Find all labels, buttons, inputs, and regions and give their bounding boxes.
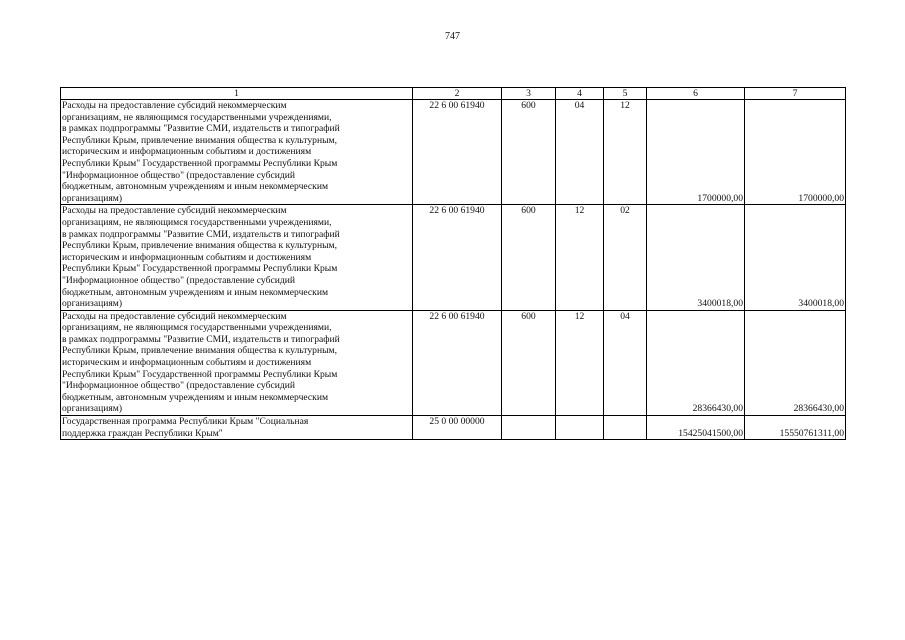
subsection-cell: 12 [604,100,647,205]
expense-type-cell: 600 [502,205,556,310]
section-cell: 12 [556,205,604,310]
table-row [61,100,846,205]
amount-col6-cell: 1700000,00 [647,100,745,205]
table-row [61,416,846,440]
column-header: 4 [556,88,604,100]
expense-type-cell [502,416,556,440]
amount-col7-cell: 3400018,00 [745,205,846,310]
column-header: 2 [413,88,502,100]
column-header: 5 [604,88,647,100]
amount-col6-cell: 3400018,00 [647,205,745,310]
amount-col7-cell: 28366430,00 [745,310,846,415]
expense-type-cell: 600 [502,100,556,205]
column-header: 6 [647,88,745,100]
budget-table [60,87,846,440]
section-cell: 12 [556,310,604,415]
amount-col6-cell: 28366430,00 [647,310,745,415]
section-cell: 04 [556,100,604,205]
amount-col7-cell: 15550761311,00 [745,416,846,440]
column-header: 7 [745,88,846,100]
table-row [61,205,846,310]
section-cell [556,416,604,440]
page-number: 747 [445,31,460,42]
amount-col7-cell: 1700000,00 [745,100,846,205]
target-code-cell: 22 6 00 61940 [413,310,502,415]
expense-name-cell: Государственная программа Республики Крым "Социальная поддержка граждан Республики Крым" [61,416,413,440]
subsection-cell [604,416,647,440]
target-code-cell: 25 0 00 00000 [413,416,502,440]
column-header: 3 [502,88,556,100]
expense-name-cell: Расходы на предоставление субсидий некоммерческим организациям, не являющимся государственными учреждениями, в рамках подпрограммы "Развитие СМИ, издательств и типографий Республики Крым, привлечение внимания общества к культурным, историческим и информационным событиям и достижениям Республики Крым" Государственной программы Республики Крым "Информационное общество" (предоставление субсидий бюджетным, автономным учреждениям и иным некоммерческим организациям) [61,205,413,310]
amount-col6-cell: 15425041500,00 [647,416,745,440]
column-header: 1 [61,88,413,100]
subsection-cell: 04 [604,310,647,415]
subsection-cell: 02 [604,205,647,310]
expense-type-cell: 600 [502,310,556,415]
header-row [61,88,846,100]
expense-name-cell: Расходы на предоставление субсидий некоммерческим организациям, не являющимся государственными учреждениями, в рамках подпрограммы "Развитие СМИ, издательств и типографий Республики Крым, привлечение внимания общества к культурным, историческим и информационным событиям и достижениям Республики Крым" Государственной программы Республики Крым "Информационное общество" (предоставление субсидий бюджетным, автономным учреждениям и иным некоммерческим организациям) [61,310,413,415]
table-row [61,310,846,415]
expense-name-cell: Расходы на предоставление субсидий некоммерческим организациям, не являющимся государственными учреждениями, в рамках подпрограммы "Развитие СМИ, издательств и типографий Республики Крым, привлечение внимания общества к культурным, историческим и информационным событиям и достижениям Республики Крым" Государственной программы Республики Крым "Информационное общество" (предоставление субсидий бюджетным, автономным учреждениям и иным некоммерческим организациям) [61,100,413,205]
target-code-cell: 22 6 00 61940 [413,205,502,310]
target-code-cell: 22 6 00 61940 [413,100,502,205]
